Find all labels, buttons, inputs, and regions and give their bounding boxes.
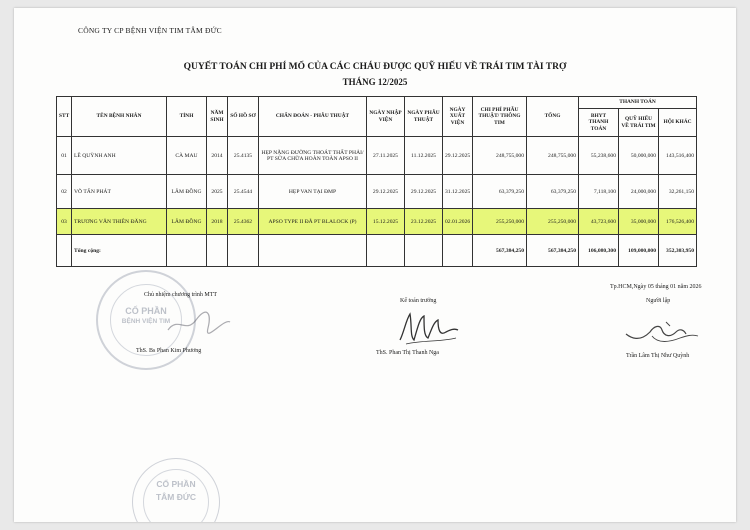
left-signer-name: ThS. Bs Phan Kim Phương (136, 348, 202, 354)
stamp-partial-line1: CỔ PHẦN (156, 479, 196, 489)
row-discharge-date: 31.12.2025 (443, 175, 473, 209)
left-signature-scribble (164, 308, 234, 338)
document-title: QUYẾT TOÁN CHI PHÍ MỔ CỦA CÁC CHÁU ĐƯỢC QUỸ HIẾU VỀ TRÁI TIM TÀI TRỢ (183, 62, 567, 72)
row-stt: 01 (57, 137, 72, 175)
totals-total: 567,384,250 (527, 235, 579, 267)
totals-fund: 109,000,000 (619, 235, 659, 267)
row-surgery-date: 23.12.2025 (405, 209, 443, 235)
row-file-no: 25.4135 (228, 137, 259, 175)
row-fund: 50,000,000 (619, 137, 659, 175)
totals-other: 352,303,950 (659, 235, 697, 267)
row-bhyt: 43,723,600 (579, 209, 619, 235)
mid-signature (394, 306, 464, 348)
row-birth-year: 2018 (207, 209, 228, 235)
row-diagnosis: HẸP NẶNG ĐƯỜNG THOÁT THẤT PHẢI/ PT SỬA CHỮA HOÀN TOÀN APSO II (259, 137, 367, 175)
table-row-highlighted (57, 209, 697, 235)
row-province: LÂM ĐỒNG (167, 175, 207, 209)
company-stamp-partial (132, 458, 220, 522)
row-other: 143,516,400 (659, 137, 697, 175)
col-stt: STT (57, 97, 72, 137)
col-other: HỘI KHÁC (659, 109, 697, 137)
row-admit-date: 27.11.2025 (367, 137, 405, 175)
row-cost: 248,755,000 (473, 137, 527, 175)
stamp-text-line2: BỆNH VIỆN TIM (121, 318, 171, 325)
row-stt: 02 (57, 175, 72, 209)
row-file-no: 25.4544 (228, 175, 259, 209)
table-row (57, 137, 697, 175)
row-name: LÊ QUỲNH ANH (72, 137, 167, 175)
totals-row (57, 235, 697, 267)
col-payment-group: THANH TOÁN (579, 97, 697, 109)
right-signature (622, 314, 702, 348)
row-total: 63,379,250 (527, 175, 579, 209)
row-discharge-date: 02.01.2026 (443, 209, 473, 235)
row-admit-date: 15.12.2025 (367, 209, 405, 235)
row-diagnosis: HẸP VAN TẠI ĐMP (259, 175, 367, 209)
row-birth-year: 2014 (207, 137, 228, 175)
signing-date: Tp.HCM,Ngày 05 tháng 01 năm 2026 (610, 284, 702, 290)
col-cost: CHI PHÍ PHẪU THUẬT/ THÔNG TIM (473, 97, 527, 137)
col-name: TÊN BỆNH NHÂN (72, 97, 167, 137)
col-diagnosis: CHẨN ĐOÁN - PHẪU THUẬT (259, 97, 367, 137)
mid-signer-role: Kế toán trưởng (400, 298, 437, 304)
totals-cost: 567,384,250 (473, 235, 527, 267)
document-page (14, 8, 736, 522)
table-row (57, 175, 697, 209)
col-discharge-date: NGÀY XUẤT VIỆN (443, 97, 473, 137)
row-other: 176,526,400 (659, 209, 697, 235)
col-admit-date: NGÀY NHẬP VIỆN (367, 97, 405, 137)
row-fund: 35,000,000 (619, 209, 659, 235)
row-bhyt: 55,238,600 (579, 137, 619, 175)
row-name: TRƯƠNG VĂN THIÊN ĐĂNG (72, 209, 167, 235)
col-province: TỈNH (167, 97, 207, 137)
stamp-partial-line3: TÂM ĐỨC (155, 492, 197, 502)
stamp-text-line1: CỔ PHẦN (125, 306, 167, 316)
totals-bhyt: 106,080,300 (579, 235, 619, 267)
col-total: TỔNG (527, 97, 579, 137)
row-other: 32,261,150 (659, 175, 697, 209)
row-cost: 63,379,250 (473, 175, 527, 209)
mid-signer-name: ThS. Phan Thị Thanh Nga (376, 350, 439, 356)
row-total: 248,755,000 (527, 137, 579, 175)
row-surgery-date: 29.12.2025 (405, 175, 443, 209)
row-name: VÕ TẤN PHÁT (72, 175, 167, 209)
col-bhyt: BHYT THANH TOÁN (579, 109, 619, 137)
right-signer-role: Người lập (646, 298, 671, 304)
row-admit-date: 29.12.2025 (367, 175, 405, 209)
col-surgery-date: NGÀY PHẪU THUẬT (405, 97, 443, 137)
row-province: CÀ MAU (167, 137, 207, 175)
row-bhyt: 7,118,100 (579, 175, 619, 209)
col-birth-year: NĂM SINH (207, 97, 228, 137)
row-province: LÂM ĐỒNG (167, 209, 207, 235)
row-total: 255,250,000 (527, 209, 579, 235)
row-surgery-date: 11.12.2025 (405, 137, 443, 175)
row-discharge-date: 29.12.2025 (443, 137, 473, 175)
row-birth-year: 2025 (207, 175, 228, 209)
company-name: CÔNG TY CP BỆNH VIỆN TIM TÂM ĐỨC (78, 26, 222, 35)
totals-label: Tổng cộng: (72, 235, 167, 267)
right-signer-name: Trần Lâm Thị Như Quỳnh (626, 353, 690, 359)
document-subtitle: THÁNG 12/2025 (342, 77, 408, 87)
row-fund: 24,000,000 (619, 175, 659, 209)
row-diagnosis: APSO TYPE II ĐÃ PT BLALOCK (P) (259, 209, 367, 235)
left-signer-role: Chủ nhiệm chương trình MTT (144, 292, 218, 298)
settlement-table (56, 96, 697, 267)
col-fund: QUỸ HIẾU VỀ TRÁI TIM (619, 109, 659, 137)
row-file-no: 25.4362 (228, 209, 259, 235)
row-cost: 255,250,000 (473, 209, 527, 235)
row-stt: 03 (57, 209, 72, 235)
col-file-no: SỐ HỒ SƠ (228, 97, 259, 137)
